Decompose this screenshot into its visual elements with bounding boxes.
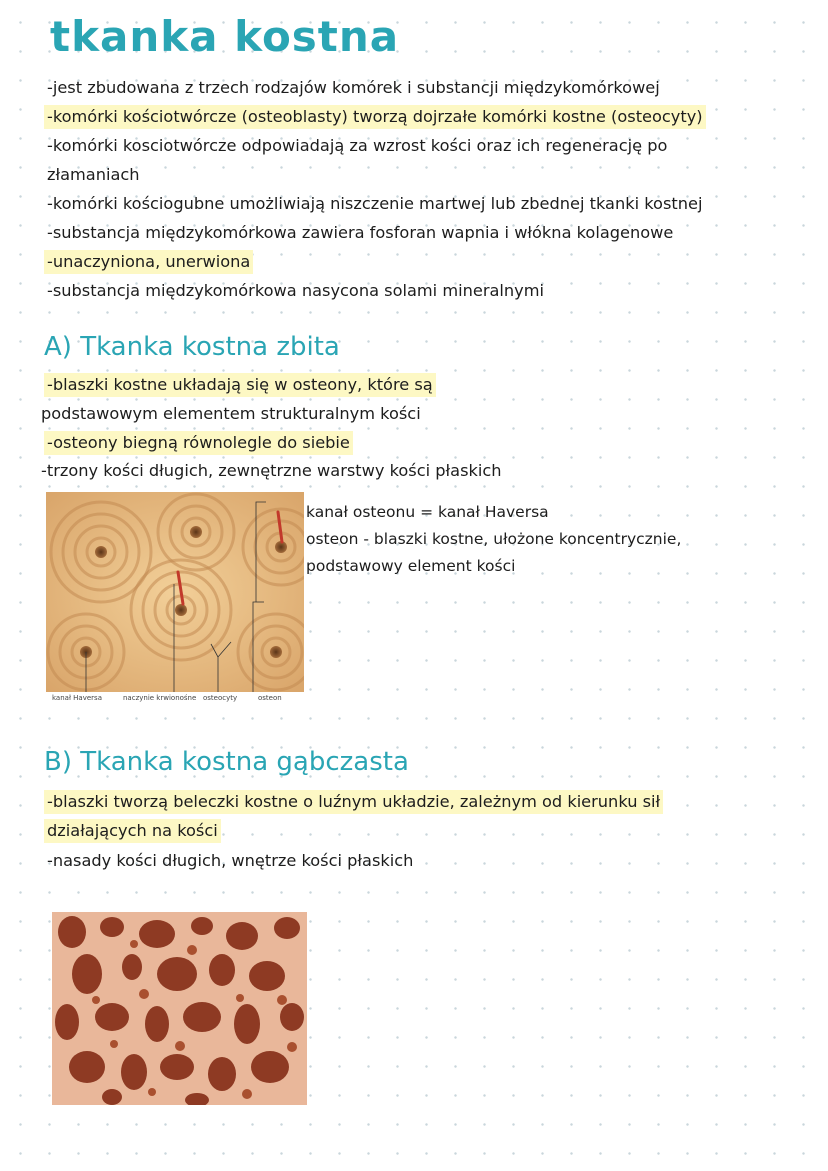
- spongy-bone-illustration: [52, 912, 307, 1105]
- section-a-title: A) Tkanka kostna zbita: [44, 332, 340, 362]
- figure-label: kanał Haversa: [52, 694, 102, 702]
- section-b-line: -blaszki tworzą beleczki kostne o luźnym układzie, zależnym od kierunku sił: [44, 790, 663, 814]
- section-a-line: podstawowym elementem strukturalnym kości: [41, 404, 421, 423]
- section-a-line: -blaszki kostne układają się w osteony, które są: [44, 373, 436, 397]
- figure-caption: podstawowy element kości: [306, 557, 516, 575]
- section-a-line: -osteony biegną równolegle do siebie: [44, 431, 353, 455]
- section-b-title: B) Tkanka kostna gąbczasta: [44, 747, 409, 777]
- intro-line: -unaczyniona, unerwiona: [44, 250, 253, 274]
- figure-caption: kanał osteonu = kanał Haversa: [306, 503, 549, 521]
- section-a-line: -trzony kości długich, zewnętrzne warstwy kości płaskich: [41, 461, 502, 480]
- intro-line: -jest zbudowana z trzech rodzajów komórek i substancji międzykomórkowej: [47, 78, 660, 97]
- figure-label: osteocyty: [203, 694, 238, 702]
- intro-line: -substancja międzykomórkowa nasycona solami mineralnymi: [47, 281, 544, 300]
- page-title: tkanka kostna: [50, 12, 400, 61]
- compact-bone-illustration: [46, 492, 304, 692]
- section-b-line: działających na kości: [44, 819, 221, 843]
- section-b-line: -nasady kości długich, wnętrze kości płaskich: [47, 851, 414, 870]
- figure-label: naczynie krwionośne: [123, 694, 197, 702]
- figure-label: osteon: [258, 694, 282, 702]
- figure-caption: osteon - blaszki kostne, ułożone koncentrycznie,: [306, 530, 682, 548]
- intro-line: -komórki kościogubne umożliwiają niszczenie martwej lub zbednej tkanki kostnej: [47, 194, 703, 213]
- intro-line: -komórki kościotwórcze (osteoblasty) tworzą dojrzałe komórki kostne (osteocyty): [44, 105, 706, 129]
- intro-line: -substancja międzykomórkowa zawiera fosforan wapnia i włókna kolagenowe: [47, 223, 674, 242]
- intro-line: złamaniach: [47, 165, 140, 184]
- intro-line: -komórki kosciotwórcze odpowiadają za wzrost kości oraz ich regenerację po: [47, 136, 668, 155]
